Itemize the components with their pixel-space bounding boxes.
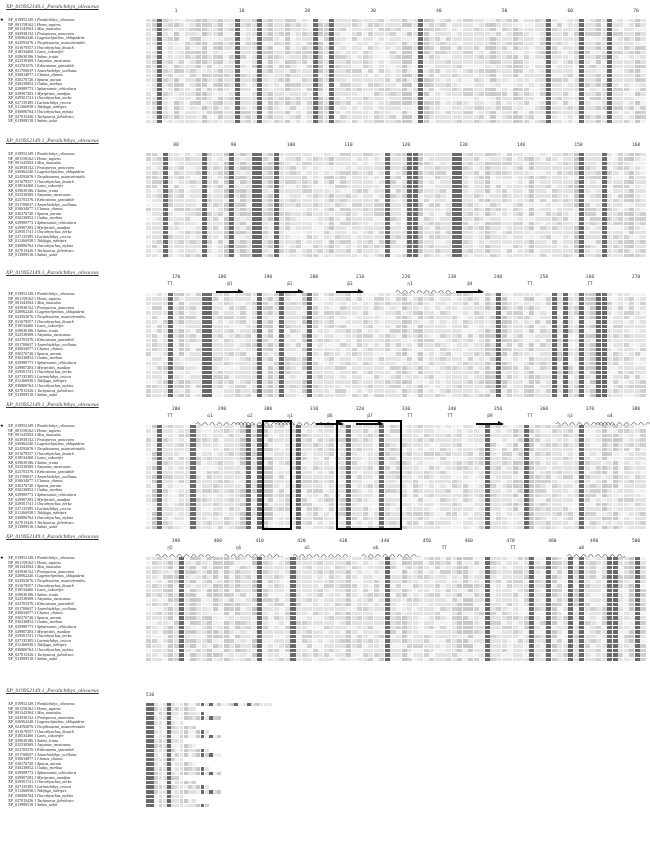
sequence-species: Sphaeramia_orbicularis <box>37 220 76 225</box>
position-number: 190 <box>264 275 272 280</box>
sequence-accession: XP_029630186.1 <box>8 54 37 59</box>
sequence-accession: XP_023703376.1 <box>8 63 37 68</box>
sequence-accession: XP_019952149.1 <box>8 291 37 296</box>
sequence-species: Homo_sapiens <box>37 156 61 161</box>
position-number: 100 <box>287 143 295 148</box>
sequence-species: Myripristis_murdjan <box>37 91 70 96</box>
sequence-accession: XP_027015426.1 <box>8 114 37 119</box>
sequence-accession: XP_024592676.1 <box>8 174 37 179</box>
position-number: 50 <box>502 9 508 14</box>
ss-label: TT <box>167 282 172 287</box>
position-number: 210 <box>356 275 364 280</box>
position-number: 140 <box>517 143 525 148</box>
sequence-species: Lagenorhynchus_obliquidens <box>37 309 84 314</box>
position-number: 1 <box>175 9 178 14</box>
position-number: 220 <box>402 275 410 280</box>
sequence-species: Astyanax_mexicanus <box>37 192 71 197</box>
sequence-accession: XP_029501741.1 <box>8 95 37 100</box>
sequence-species: Oncorhynchus_nerka <box>37 229 71 234</box>
reference-label: XP_019952149.1_Paralichthys_olivaceus <box>6 4 99 10</box>
sequence-species: Homo_sapiens <box>37 296 61 301</box>
sequence-accession: NP_001343504.1 <box>8 300 37 305</box>
alignment-block <box>0 4 650 132</box>
sequence-species: Salmo_salar <box>37 252 57 257</box>
sequence-species: Larimichthys_crocea <box>37 100 71 105</box>
sequence-accession: XP_027135385.1 <box>8 100 37 105</box>
sequence-species: Sparus_aurata <box>37 77 61 82</box>
position-number: 10 <box>239 9 245 14</box>
ss-label: β4 <box>467 282 472 287</box>
position-number: 20 <box>305 9 311 14</box>
sequence-species: Protopterus_annectens <box>37 165 74 170</box>
sequence-species: Anarrhichthys_ocellatus <box>37 202 76 207</box>
sequence-accession: XP_030230852.1 <box>8 81 37 86</box>
sequence-species: Paralichthys_olivaceus <box>37 291 75 296</box>
position-number: 60 <box>568 9 574 14</box>
position-number: 170 <box>172 275 180 280</box>
ss-label: β3 <box>347 282 352 287</box>
sequence-accession: XP_013989518.1 <box>8 118 37 123</box>
sequence-accession: XP_029630186.1 <box>8 188 37 193</box>
sequence-species: Mus_musculus <box>37 26 61 31</box>
sequence-species: Oncorhynchus_mykiss <box>37 109 73 114</box>
sequence-species: Oncorhynchus_mykiss <box>37 243 73 248</box>
sequence-accession: XP_026962240.1 <box>8 169 37 174</box>
ss-label: β1 <box>227 282 232 287</box>
sequence-species: Oncorhynchus_kisutch <box>37 179 74 184</box>
position-number: 120 <box>402 143 410 148</box>
sequence-species: Sparus_aurata <box>37 211 61 216</box>
sequence-accession: XP_022538369.1 <box>8 58 37 63</box>
reference-label: XP_019952149.1_Paralichthys_olivaceus <box>6 270 99 276</box>
sequence-species: Lates_calcarifer <box>37 183 63 188</box>
position-number: 70 <box>633 9 639 14</box>
sequence-accession: XP_018534460.1 <box>8 183 37 188</box>
sequence-species: Myripristis_murdjan <box>37 225 70 230</box>
position-number: 90 <box>231 143 237 148</box>
sequence-accession: XP_018534460.1 <box>8 49 37 54</box>
sequence-species: Gadus_morhua <box>37 215 62 220</box>
position-number: 110 <box>344 143 352 148</box>
sequence-species: Lagenorhynchus_obliquidens <box>37 35 84 40</box>
position-number: 150 <box>574 143 582 148</box>
sequence-accession: XP_036806764.1 <box>8 243 37 248</box>
sequence-accession: NP_001158162.1 <box>8 296 37 301</box>
sequence-species: Protopterus_annectens <box>37 31 74 36</box>
sequence-accession: XP_011266938.1 <box>8 238 37 243</box>
sequence-species: Homo_sapiens <box>37 22 61 27</box>
sequence-species: Astyanax_mexicanus <box>37 58 71 63</box>
sequence-accession: NP_001343504.1 <box>8 160 37 165</box>
sequence-accession: XP_026962240.1 <box>8 309 37 314</box>
position-number: 200 <box>310 275 318 280</box>
sequence-accession: XP_031679557.1 <box>8 45 37 50</box>
sequence-species: Sphaeramia_orbicularis <box>37 86 76 91</box>
position-number: 80 <box>173 143 179 148</box>
sequence-accession: NP_001158162.1 <box>8 22 37 27</box>
sequence-species: Anarrhichthys_ocellatus <box>37 68 76 73</box>
sequence-species: Larimichthys_crocea <box>37 234 71 239</box>
sequence-accession: XP_013989518.1 <box>8 252 37 257</box>
sequence-species: Neophocaena_asiaeorientalis <box>37 314 85 319</box>
sequence-accession: XP_031679557.1 <box>8 179 37 184</box>
sequence-species: Chanos_chanos <box>37 206 63 211</box>
position-number: 30 <box>370 9 376 14</box>
ss-label: TT <box>587 282 592 287</box>
sequence-accession: XP_029989773.1 <box>8 220 37 225</box>
sequence-accession: XP_023703376.1 <box>8 197 37 202</box>
sequence-species: Neophocaena_asiaeorientalis <box>37 40 85 45</box>
position-number: 230 <box>448 275 456 280</box>
position-number: 40 <box>436 9 442 14</box>
sequence-accession: XP_031700637.1 <box>8 202 37 207</box>
sequence-species: Chanos_chanos <box>37 72 63 77</box>
sequence-species: Paralichthys_olivaceus <box>37 151 75 156</box>
sequence-accession: XP_030276720.1 <box>8 77 37 82</box>
reference-label: XP_019952149.1_Paralichthys_olivaceus <box>6 138 99 144</box>
position-number: 160 <box>632 143 640 148</box>
position-number: 180 <box>218 275 226 280</box>
sequence-accession: XP_011266938.1 <box>8 104 37 109</box>
sequence-species: Etheostoma_spectabile <box>37 197 74 202</box>
sequence-accession: XP_029907283.1 <box>8 91 37 96</box>
sequence-species: Mus_musculus <box>37 160 61 165</box>
sequence-species: Lagenorhynchus_obliquidens <box>37 169 84 174</box>
sequence-species: Takifugu_rubripes <box>37 238 66 243</box>
sequence-accession: XP_019952149.1 <box>8 17 37 22</box>
sequence-species: Gadus_morhua <box>37 81 62 86</box>
sequence-species: Mus_musculus <box>37 300 61 305</box>
sequence-accession: XP_030230852.1 <box>8 215 37 220</box>
sequence-species: Oncorhynchus_nerka <box>37 95 71 100</box>
position-number: 250 <box>540 275 548 280</box>
sequence-accession: XP_029501741.1 <box>8 229 37 234</box>
sequence-species: Paralichthys_olivaceus <box>37 17 75 22</box>
sequence-species: Tachysurus_fulvidraco <box>37 248 74 253</box>
sequence-accession: NP_001343504.1 <box>8 26 37 31</box>
sequence-accession: XP_031700637.1 <box>8 68 37 73</box>
ss-label: β2 <box>287 282 292 287</box>
sequence-species: Salmo_salar <box>37 118 57 123</box>
sequence-species: Salmo_trutta <box>37 54 58 59</box>
sequence-accession: XP_029907283.1 <box>8 225 37 230</box>
sequence-accession: XP_030634077.1 <box>8 206 37 211</box>
sequence-accession: XP_027135385.1 <box>8 234 37 239</box>
sequence-species: Neophocaena_asiaeorientalis <box>37 174 85 179</box>
sequence-accession: XP_030276720.1 <box>8 211 37 216</box>
sequence-accession: XP_043938132.1 <box>8 305 37 310</box>
position-number: 260 <box>586 275 594 280</box>
ss-label: η1 <box>407 282 412 287</box>
sequence-species: Takifugu_rubripes <box>37 104 66 109</box>
position-number: 270 <box>632 275 640 280</box>
sequence-species: Etheostoma_spectabile <box>37 63 74 68</box>
reference-star-icon: ★ <box>0 17 4 23</box>
sequence-accession: XP_029989773.1 <box>8 86 37 91</box>
sequence-species: Protopterus_annectens <box>37 305 74 310</box>
sequence-accession: XP_019952149.1 <box>8 151 37 156</box>
sequence-accession: XP_043938132.1 <box>8 31 37 36</box>
sequence-accession: XP_030634077.1 <box>8 72 37 77</box>
sequence-accession: XP_036806764.1 <box>8 109 37 114</box>
sequence-species: Salmo_trutta <box>37 188 58 193</box>
sequence-accession: XP_022538369.1 <box>8 192 37 197</box>
ss-label: TT <box>527 282 532 287</box>
sequence-accession: XP_024592676.1 <box>8 314 37 319</box>
sequence-accession: XP_027015426.1 <box>8 248 37 253</box>
sequence-accession: XP_024592676.1 <box>8 40 37 45</box>
position-number: 240 <box>494 275 502 280</box>
sequence-species: Oncorhynchus_kisutch <box>37 45 74 50</box>
sequence-accession: XP_043938132.1 <box>8 165 37 170</box>
sequence-species: Tachysurus_fulvidraco <box>37 114 74 119</box>
sequence-accession: NP_001158162.1 <box>8 156 37 161</box>
sequence-species: Lates_calcarifer <box>37 49 63 54</box>
position-number: 130 <box>459 143 467 148</box>
sequence-accession: XP_026962240.1 <box>8 35 37 40</box>
